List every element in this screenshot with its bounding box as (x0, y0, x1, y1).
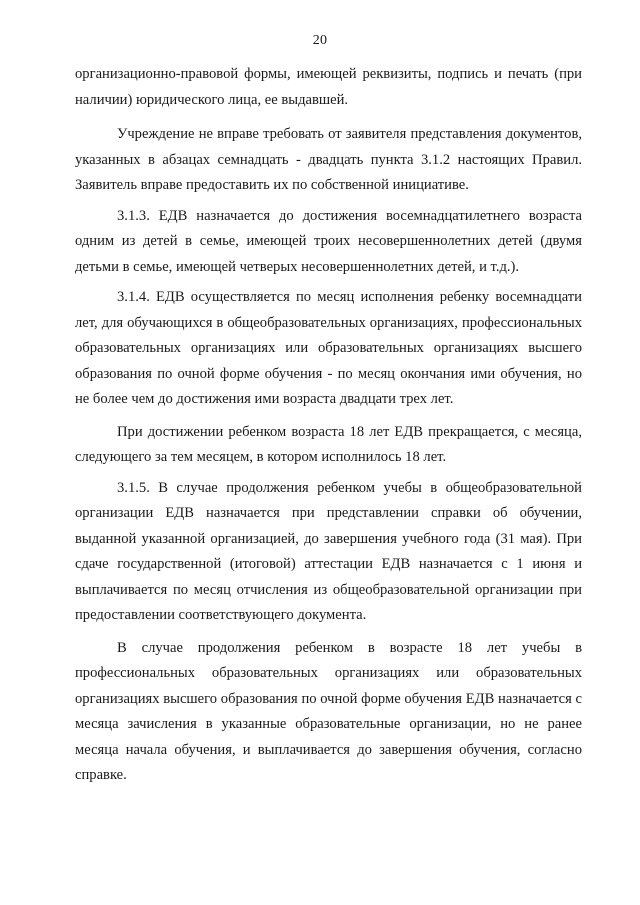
paragraph-3-1-4: 3.1.4. ЕДВ осуществляется по месяц исполнения ребенку восемнадцати лет, для обучающихся в общеобразовательных организациях, профессиональных образовательных организациях или образовательных организациях высшего образования по очной форме обучения - по месяц окончания ими обучения, но не более чем до достижения ими возраста двадцати трех лет. (75, 289, 582, 407)
paragraph-continued-education: В случае продолжения ребенком в возрасте 18 лет учебы в профессиональных образовательных организациях или образовательных организациях высшего образования по очной форме обучения ЕДВ назначается с месяца зачисления в указанные образовательные организации, но не ранее месяца начала обучения, и выплачивается до завершения обучения, согласно справке. (75, 639, 582, 783)
document-body (75, 62, 582, 789)
paragraph-age-18-termination: При достижении ребенком возраста 18 лет ЕДВ прекращается, с месяца, следующего за тем месяцем, в котором исполнилось 18 лет. (75, 423, 582, 465)
page-number: 20 (312, 33, 328, 48)
paragraph-3-1-5: 3.1.5. В случае продолжения ребенком учебы в общеобразовательной организации ЕДВ назначается при представлении справки об обучении, выданной указанной организацией, до завершения учебного года (31 мая). При сдаче государственной (итоговой) аттестации ЕДВ назначается с 1 июня и выплачивается по месяц отчисления из общеобразовательной организации при предоставлении соответствующего документа. (75, 479, 582, 623)
paragraph-3-1-3: 3.1.3. ЕДВ назначается до достижения восемнадцатилетнего возраста одним из детей в семье, имеющей троих несовершеннолетних детей (двумя детьми в семье, имеющей четверых несовершеннолетних детей, и т.д.). (75, 207, 582, 275)
paragraph-institution-restriction: Учреждение не вправе требовать от заявителя представления документов, указанных в абзацах семнадцать - двадцать пункта 3.1.2 настоящих Правил. Заявитель вправе предоставить их по собственной инициативе. (75, 126, 582, 193)
paragraph-continuation: организационно-правовой формы, имеющей реквизиты, подпись и печать (при наличии) юридического лица, ее выдавшей. (75, 66, 582, 108)
